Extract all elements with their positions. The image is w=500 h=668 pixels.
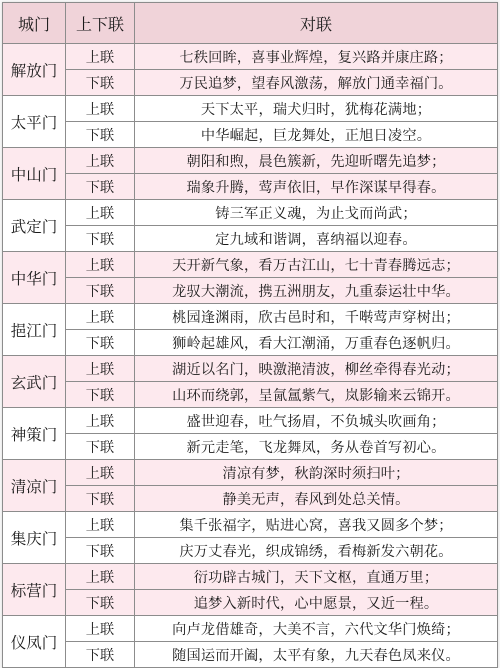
couplet-type-cell: 下联 <box>66 330 135 356</box>
couplet-type-cell: 下联 <box>66 486 135 512</box>
gate-name-cell: 武定门 <box>3 200 66 252</box>
couplet-type-cell: 上联 <box>66 96 135 122</box>
couplet-text-cell: 集千张福字，贴进心窝，喜我又圆多个梦； <box>135 512 498 538</box>
couplet-type-cell: 下联 <box>66 174 135 200</box>
gate-name-cell: 挹江门 <box>3 304 66 356</box>
gate-name-cell: 仪凤门 <box>3 616 66 668</box>
table-row <box>3 304 498 330</box>
gate-name-cell: 玄武门 <box>3 356 66 408</box>
table-row <box>3 148 498 174</box>
couplet-text-cell: 向卢龙借雄奇，大美不言，六代文华门焕绮； <box>135 616 498 642</box>
couplet-text-cell: 湖近以名门，映激滟清波，柳丝牵得春光动； <box>135 356 498 382</box>
gate-name-cell: 神策门 <box>3 408 66 460</box>
couplet-type-cell: 上联 <box>66 252 135 278</box>
couplet-type-cell: 上联 <box>66 304 135 330</box>
gate-name-cell: 太平门 <box>3 96 66 148</box>
couplet-text-cell: 万民追梦，望春风激荡，解放门通幸福门。 <box>135 70 498 96</box>
couplet-type-cell: 上联 <box>66 148 135 174</box>
header-couplet-text: 对联 <box>135 3 498 44</box>
table-header-row <box>3 3 498 44</box>
table-row <box>3 174 498 200</box>
couplet-table-container <box>2 2 498 664</box>
couplet-text-cell: 盛世迎春，吐气扬眉，不负城头吹画角； <box>135 408 498 434</box>
table-row <box>3 486 498 512</box>
table-row <box>3 226 498 252</box>
table-row <box>3 512 498 538</box>
gate-name-cell: 解放门 <box>3 44 66 96</box>
table-row <box>3 616 498 642</box>
couplet-text-cell: 中华崛起，巨龙舞处，正旭日凌空。 <box>135 122 498 148</box>
couplet-text-cell: 铸三军正义魂，为止戈而尚武； <box>135 200 498 226</box>
couplet-type-cell: 下联 <box>66 278 135 304</box>
gate-name-cell: 中山门 <box>3 148 66 200</box>
couplet-text-cell: 龙驭大潮流，携五洲朋友，九重泰运壮中华。 <box>135 278 498 304</box>
couplet-type-cell: 下联 <box>66 382 135 408</box>
couplet-type-cell: 上联 <box>66 408 135 434</box>
table-row <box>3 200 498 226</box>
table-row <box>3 408 498 434</box>
table-row <box>3 44 498 70</box>
couplet-text-cell: 瑞象升腾，莺声依旧，早作深谋早得春。 <box>135 174 498 200</box>
couplet-type-cell: 下联 <box>66 538 135 564</box>
couplet-type-cell: 下联 <box>66 642 135 668</box>
couplet-text-cell: 随国运而开阖，太平有象，九天春色凤来仪。 <box>135 642 498 668</box>
table-row <box>3 330 498 356</box>
table-row <box>3 382 498 408</box>
couplet-type-cell: 上联 <box>66 616 135 642</box>
header-gate: 城门 <box>3 3 66 44</box>
gate-name-cell: 集庆门 <box>3 512 66 564</box>
table-row <box>3 356 498 382</box>
gate-name-cell: 标营门 <box>3 564 66 616</box>
table-row <box>3 278 498 304</box>
couplet-type-cell: 下联 <box>66 590 135 616</box>
couplet-text-cell: 庆万丈春光，织成锦绣，看梅新发六朝花。 <box>135 538 498 564</box>
couplet-type-cell: 上联 <box>66 564 135 590</box>
couplet-type-cell: 下联 <box>66 226 135 252</box>
table-row <box>3 642 498 668</box>
couplet-text-cell: 天下太平，瑞犬归时，犹梅花满地； <box>135 96 498 122</box>
couplet-type-cell: 下联 <box>66 434 135 460</box>
couplet-type-cell: 上联 <box>66 460 135 486</box>
couplet-type-cell: 上联 <box>66 512 135 538</box>
couplet-type-cell: 上联 <box>66 200 135 226</box>
couplet-text-cell: 桃园逢渊雨，欣古邑时和，千啭莺声穿树出； <box>135 304 498 330</box>
couplet-text-cell: 清凉有梦，秋韵深时须扫叶； <box>135 460 498 486</box>
table-row <box>3 96 498 122</box>
couplet-type-cell: 上联 <box>66 44 135 70</box>
table-row <box>3 434 498 460</box>
couplet-text-cell: 朝阳和煦，晨色簇新，先迎昕曙先追梦； <box>135 148 498 174</box>
table-row <box>3 564 498 590</box>
couplet-text-cell: 天开新气象，看万古江山，七十青春腾远志； <box>135 252 498 278</box>
table-row <box>3 538 498 564</box>
couplet-text-cell: 衍功辟古城门，天下文枢，直通万里； <box>135 564 498 590</box>
gate-name-cell: 清凉门 <box>3 460 66 512</box>
couplet-text-cell: 静美无声，春风到处总关情。 <box>135 486 498 512</box>
couplet-text-cell: 追梦入新时代，心中愿景，又近一程。 <box>135 590 498 616</box>
couplet-table <box>2 2 498 668</box>
table-row <box>3 252 498 278</box>
table-row <box>3 590 498 616</box>
couplet-text-cell: 新元走笔，飞龙舞凤，务从卷首写初心。 <box>135 434 498 460</box>
gate-name-cell: 中华门 <box>3 252 66 304</box>
couplet-type-cell: 下联 <box>66 122 135 148</box>
couplet-text-cell: 狮岭起雄风，看大江潮涌，万重春色逐帆归。 <box>135 330 498 356</box>
table-body <box>3 44 498 668</box>
couplet-type-cell: 上联 <box>66 356 135 382</box>
couplet-text-cell: 七秩回眸，喜事业辉煌，复兴路并康庄路； <box>135 44 498 70</box>
header-couplet-type: 上下联 <box>66 3 135 44</box>
table-row <box>3 460 498 486</box>
couplet-text-cell: 山环而绕郭，呈氤氲紫气，岚影输来云锦开。 <box>135 382 498 408</box>
table-row <box>3 122 498 148</box>
couplet-text-cell: 定九域和谐调，喜纳福以迎春。 <box>135 226 498 252</box>
table-row <box>3 70 498 96</box>
couplet-type-cell: 下联 <box>66 70 135 96</box>
